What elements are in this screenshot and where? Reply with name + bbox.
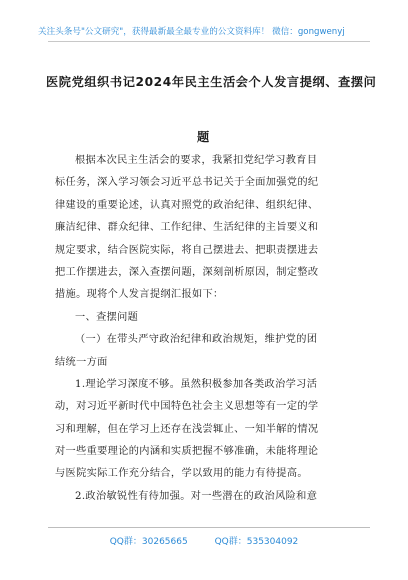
body-line: 习和理解，但在学习上还存在浅尝辄止、一知半解的情况 <box>55 423 319 435</box>
document-title-line-2: 题 <box>197 130 210 144</box>
body-line: 与医院实际工作充分结合，学以致用的能力有待提高。 <box>55 468 308 480</box>
body-line: 标任务，深入学习领会习近平总书记关于全面加强党的纪 <box>55 177 319 189</box>
body-line: 律建设的重要论述，认真对照党的政治纪律、组织纪律、 <box>55 199 319 211</box>
body-line: 措施。现将个人发言提纲汇报如下： <box>55 289 224 301</box>
header-divider <box>48 41 370 42</box>
footer <box>0 534 408 547</box>
header-banner: 关注头条号"公文研究"，获得最新最全最专业的公文资料库！ 微信：gongwenyj <box>38 27 345 37</box>
subsection-heading: （一）在带头严守政治纪律和政治规矩，维护党的团 <box>75 334 318 346</box>
body-line: 2.政治敏锐性有待加强。对一些潜在的政治风险和意 <box>75 490 318 502</box>
body-line: 对一些重要理论的内涵和实质把握不够准确，未能将理论 <box>55 446 319 458</box>
footer-qq-group-1: QQ群：30265665 <box>109 537 188 547</box>
body-line: 动，对习近平新时代中国特色社会主义思想等有一定的学 <box>55 401 319 413</box>
body-line: 结统一方面 <box>55 356 108 368</box>
body-line: 把工作摆进去，深入查摆问题，深刻剖析原因，制定整改 <box>55 266 319 278</box>
document-body <box>55 150 375 508</box>
footer-divider <box>48 527 370 528</box>
document-title-line-1: 医院党组织书记2024年民主生活会个人发言提纲、查摆问 <box>46 75 377 89</box>
body-line: 根据本次民主生活会的要求，我紧扣党纪学习教育目 <box>75 155 318 166</box>
footer-qq-group-2: QQ群：535304092 <box>214 537 299 547</box>
body-line: 规定要求，结合医院实际，将自己摆进去、把职责摆进去 <box>55 244 319 256</box>
body-line: 廉洁纪律、群众纪律、工作纪律、生活纪律的主旨要义和 <box>55 222 319 234</box>
body-line: 1.理论学习深度不够。虽然积极参加各类政治学习活 <box>75 378 318 390</box>
section-heading: 一、查摆问题 <box>75 311 139 323</box>
